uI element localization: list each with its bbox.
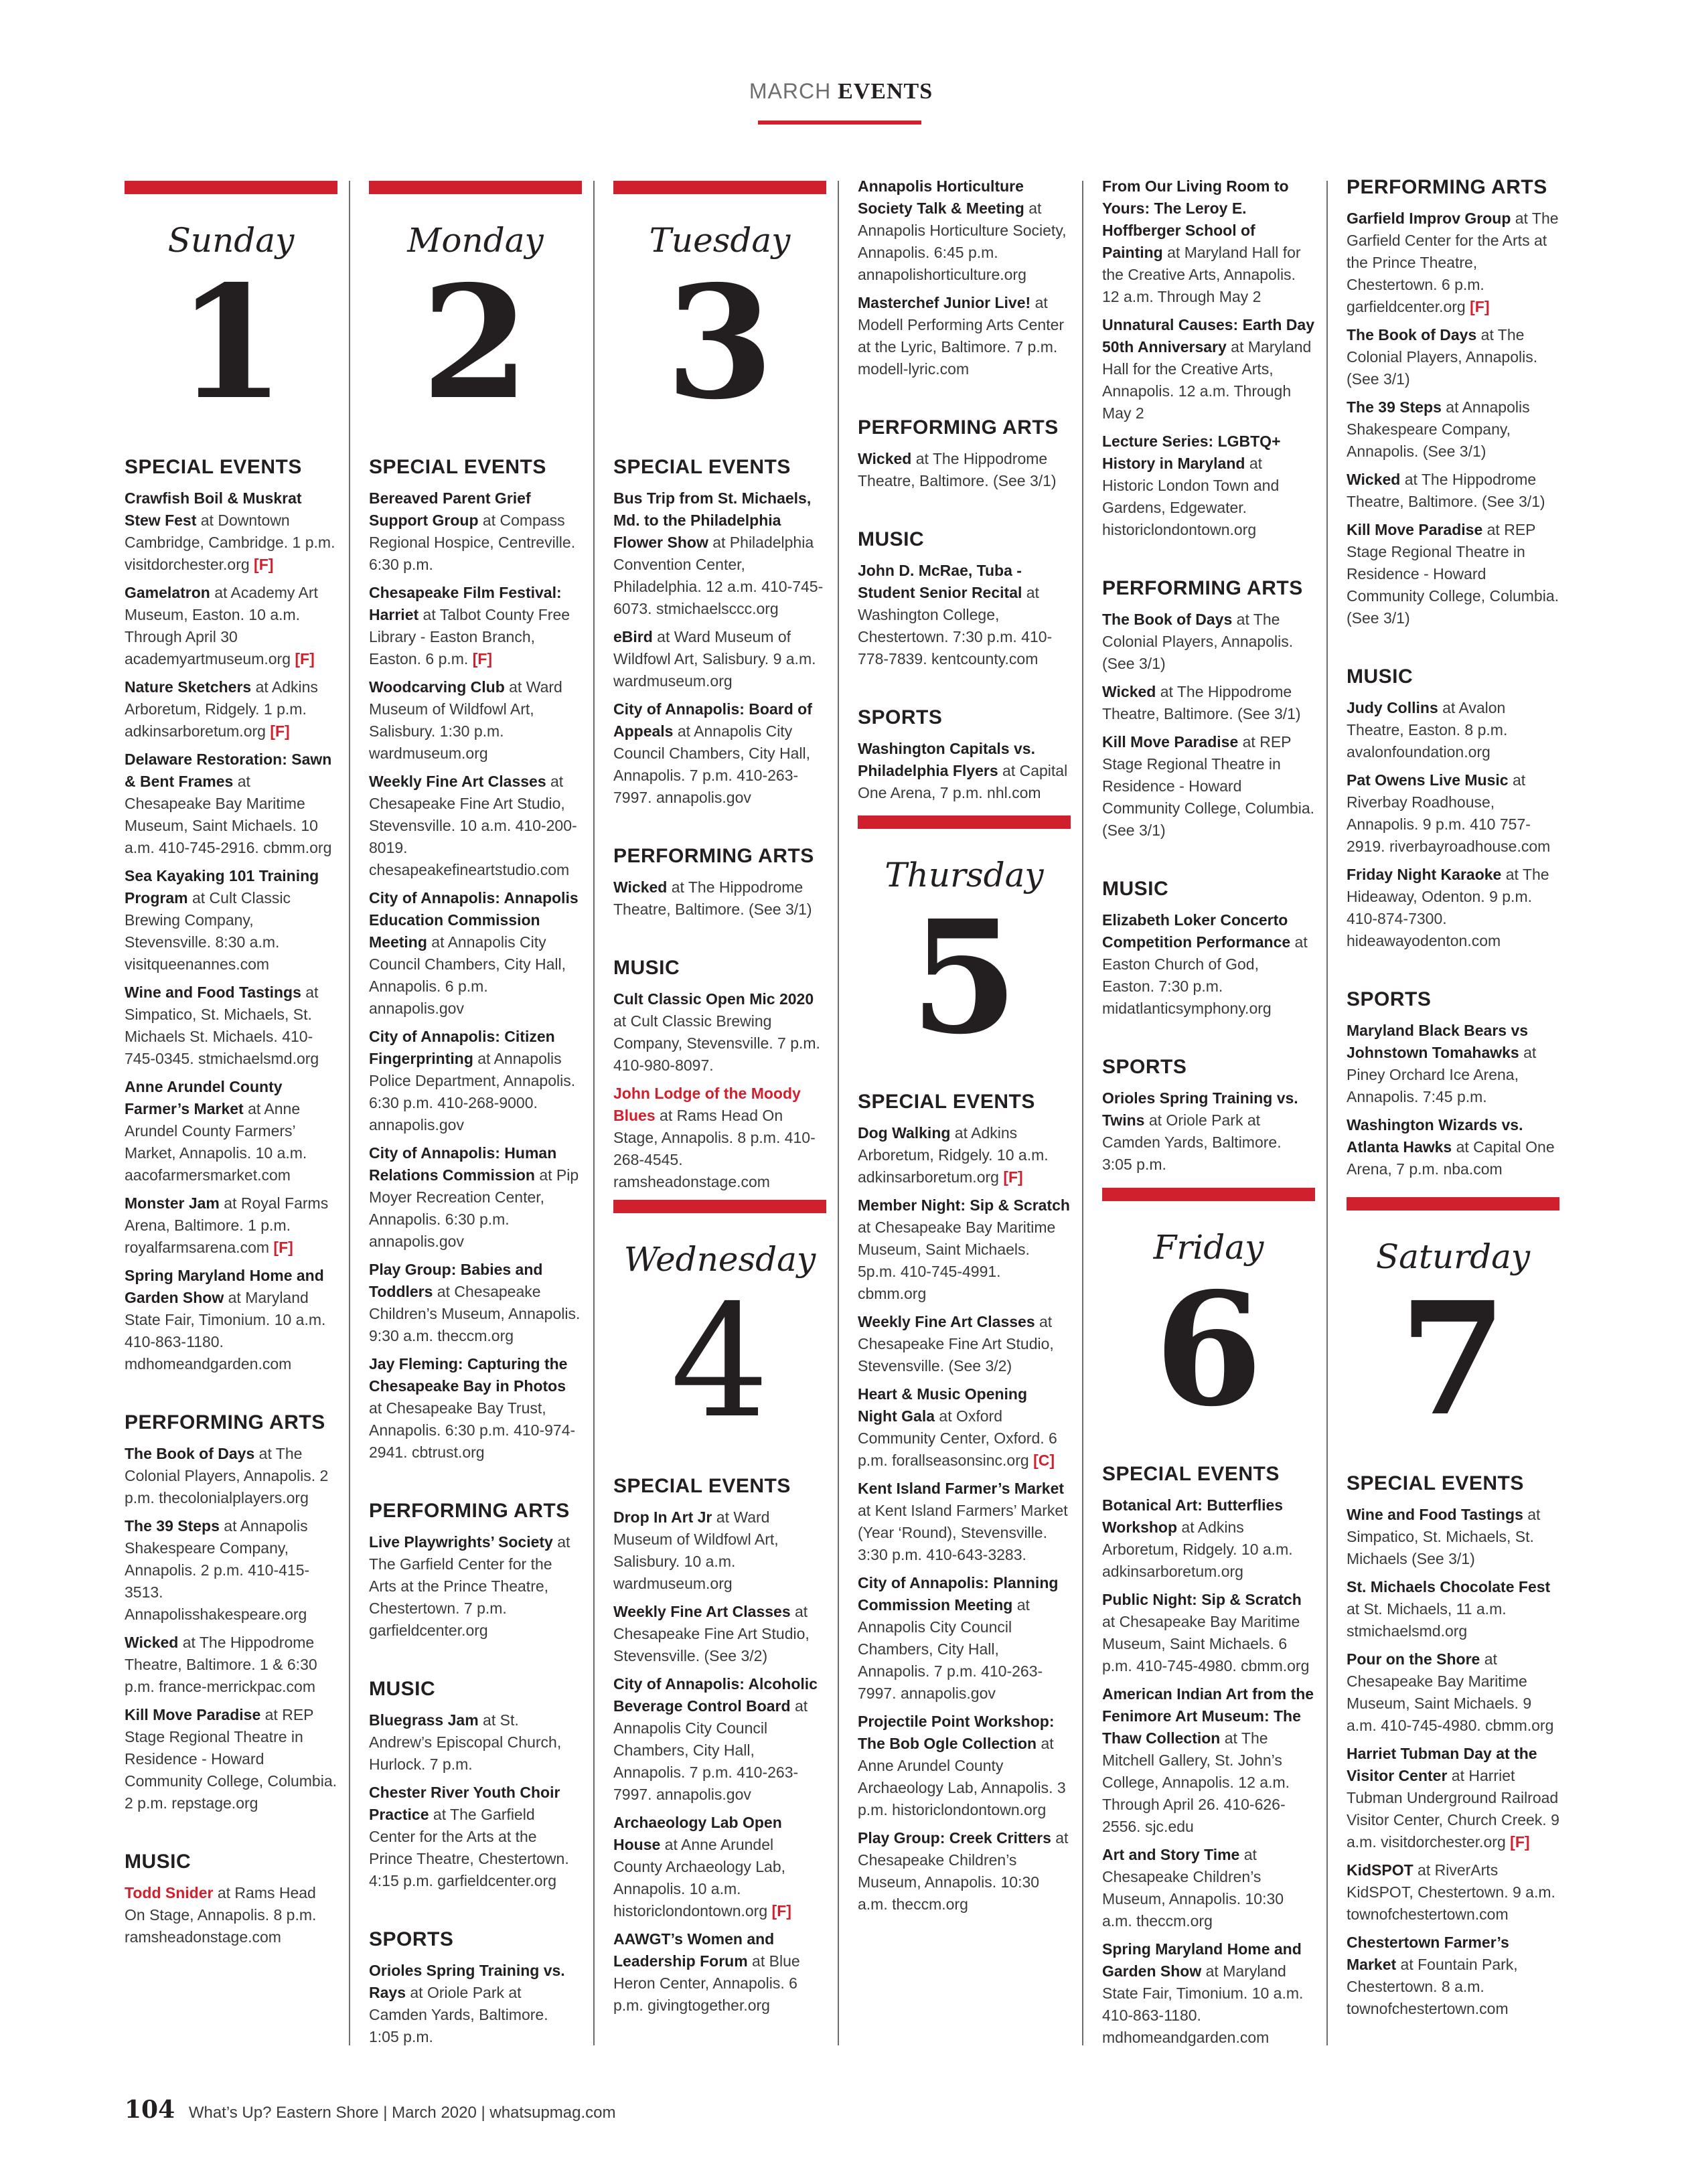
event-item: Elizabeth Loker Concerto Competition Performance at Easton Church of God, Easton. 7:30 p.m. midatlanticsymphony.org [1102, 911, 1308, 1017]
event-item: eBird at Ward Museum of Wildfowl Art, Salisbury. 9 a.m. wardmuseum.org [613, 628, 816, 690]
event-item: Play Group: Babies and Toddlers at Chesapeake Children’s Museum, Annapolis. 9:30 a.m. theccm.org [369, 1261, 581, 1344]
event-item: Kill Move Paradise at REP Stage Regional Theatre in Residence - Howard Community College, Columbia. (See 3/1) [1347, 521, 1559, 627]
section-heading: MUSIC [369, 1678, 436, 1700]
day-number: 4 [670, 1271, 769, 1452]
day-bar [1347, 1197, 1559, 1211]
day-name: Thursday [885, 856, 1044, 894]
event-item: The 39 Steps at Annapolis Shakespeare Company, Annapolis. (See 3/1) [1347, 398, 1530, 460]
day-column-tuesday [613, 181, 826, 1199]
event-item: Live Playwrights’ Society at The Garfield Center for the Arts at the Prince Theatre, Chestertown. 7 p.m. garfieldcenter.org [369, 1533, 570, 1639]
event-item: Annapolis Horticulture Society Talk & Meeting at Annapolis Horticulture Society, Annapolis. 6:45 p.m. annapolishorticulture.org [858, 177, 1067, 283]
day-number: 3 [666, 251, 774, 434]
event-item: City of Annapolis: Annapolis Education Commission Meeting at Annapolis City Council Chambers, City Hall, Annapolis. 6 p.m. annapolis.gov [369, 889, 579, 1017]
event-item: Heart & Music Opening Night Gala at Oxford Community Center, Oxford. 6 p.m. forallseasonsinc.org [C] [858, 1385, 1057, 1469]
event-item: Todd Snider at Rams Head On Stage, Annapolis. 8 p.m. ramsheadonstage.com [125, 1884, 317, 1946]
section-heading: SPECIAL EVENTS [613, 456, 791, 478]
event-item: Bluegrass Jam at St. Andrew’s Episcopal Church, Hurlock. 7 p.m. [369, 1711, 562, 1773]
section-heading: SPECIAL EVENTS [613, 1475, 791, 1497]
event-item: Chestertown Farmer’s Market at Fountain Park, Chestertown. 8 a.m. townofchestertown.com [1347, 1934, 1518, 2017]
section-heading: MUSIC [125, 1851, 192, 1873]
event-item: Botanical Art: Butterflies Workshop at Adkins Arboretum, Ridgely. 10 a.m. adkinsarboretum.org [1102, 1496, 1293, 1580]
day-bar [125, 181, 337, 194]
event-item: Wine and Food Tastings at Simpatico, St. Michaels, St. Michaels (See 3/1) [1347, 1506, 1541, 1567]
event-item: Pour on the Shore at Chesapeake Bay Maritime Museum, Saint Michaels. 9 a.m. 410-745-4980. cbmm.org [1347, 1650, 1554, 1734]
day-column-friday [1102, 1188, 1315, 2055]
day-name: Monday [407, 221, 544, 260]
event-item: From Our Living Room to Yours: The Leroy E. Hoffberger School of Painting at Maryland Hall for the Creative Arts, Annapolis. 12 a.m. Through May 2 [1102, 177, 1301, 305]
event-item: American Indian Art from the Fenimore Art Museum: The Thaw Collection at The Mitchell Gallery, St. John’s College, Annapolis. 12 a.m. Through April 26. 410-626-2556. sjc.edu [1102, 1685, 1314, 1835]
event-item: Pat Owens Live Music at Riverbay Roadhouse, Annapolis. 9 p.m. 410 757-2919. riverbayroadhouse.com [1347, 771, 1551, 855]
day-bar [369, 181, 582, 194]
day-column-saturday [1347, 1197, 1559, 2026]
day-column-wednesday [613, 1200, 826, 2023]
event-item: Washington Capitals vs. Philadelphia Flyers at Capital One Arena, 7 p.m. nhl.com [858, 740, 1068, 801]
event-item: St. Michaels Chocolate Fest at St. Michaels, 11 a.m. stmichaelsmd.org [1347, 1578, 1551, 1640]
page-header [0, 79, 1682, 104]
section-heading: PERFORMING ARTS [858, 416, 1059, 439]
event-item: Wine and Food Tastings at Simpatico, St. Michaels, St. Michaels St. Michaels. 410-745-0345. stmichaelsmd.org [125, 984, 319, 1067]
event-item: Cult Classic Open Mic 2020 at Cult Classic Brewing Company, Stevensville. 7 p.m. 410-980-8097. [613, 990, 820, 1074]
event-item: Art and Story Time at Chesapeake Children’s Museum, Annapolis. 10:30 a.m. theccm.org [1102, 1846, 1284, 1930]
day-name: Saturday [1375, 1237, 1531, 1276]
column-divider [1326, 181, 1328, 2045]
day-name: Sunday [167, 221, 295, 260]
day-number: 5 [910, 886, 1018, 1069]
day-number: 6 [1154, 1258, 1263, 1441]
page-number: 104 [125, 2096, 175, 2124]
day-bar [858, 815, 1071, 829]
day-name: Tuesday [649, 221, 791, 260]
event-item: Member Night: Sip & Scratch at Chesapeake Bay Maritime Museum, Saint Michaels. 5p.m. 410-745-4991. cbmm.org [858, 1196, 1070, 1302]
section-heading: MUSIC [858, 528, 925, 550]
header-rule [758, 121, 921, 125]
event-item: Masterchef Junior Live! at Modell Performing Arts Center at the Lyric, Baltimore. 7 p.m. modell-lyric.com [858, 294, 1065, 378]
event-item: Chester River Youth Choir Practice at The Garfield Center for the Arts at the Prince Theatre, Chestertown. 4:15 p.m. garfieldcenter.org [369, 1784, 569, 1889]
event-item: Projectile Point Workshop: The Bob Ogle Collection at Anne Arundel County Archaeology Lab, Annapolis. 3 p.m. historiclondontown.org [858, 1713, 1066, 1818]
event-item: Lecture Series: LGBTQ+ History in Maryland at Historic London Town and Gardens, Edgewater. historiclondontown.org [1102, 433, 1281, 538]
page-footer [125, 2096, 616, 2124]
day-number: 1 [177, 251, 285, 434]
event-item: Woodcarving Club at Ward Museum of Wildfowl Art, Salisbury. 1:30 p.m. wardmuseum.org [369, 678, 562, 762]
column-divider [838, 181, 839, 2045]
day-bar [613, 1200, 826, 1213]
section-heading: SPORTS [369, 1928, 454, 1950]
section-heading: PERFORMING ARTS [125, 1411, 325, 1433]
event-item: Garfield Improv Group at The Garfield Center for the Arts at the Prince Theatre, Chestertown. 6 p.m. garfieldcenter.org [F] [1347, 210, 1559, 315]
event-item: Archaeology Lab Open House at Anne Arundel County Archaeology Lab, Annapolis. 10 a.m. historiclondontown.org [F] [613, 1814, 791, 1920]
day-column-sunday [125, 181, 337, 1954]
column-divider [1082, 181, 1083, 2045]
event-item: Delaware Restoration: Sawn & Bent Frames at Chesapeake Bay Maritime Museum, Saint Michaels. 10 a.m. 410-745-2916. cbmm.org [125, 751, 332, 856]
event-item: John Lodge of the Moody Blues at Rams Head On Stage, Annapolis. 8 p.m. 410-268-4545. ramsheadonstage.com [613, 1085, 816, 1190]
event-item: Monster Jam at Royal Farms Arena, Baltimore. 1 p.m. royalfarmsarena.com [F] [125, 1194, 329, 1256]
header-events: EVENTS [838, 79, 933, 104]
event-item: City of Annapolis: Human Relations Commission at Pip Moyer Recreation Center, Annapolis. 6:30 p.m. annapolis.gov [369, 1144, 579, 1250]
section-heading: PERFORMING ARTS [1102, 577, 1303, 599]
event-item: Wicked at The Hippodrome Theatre, Baltimore. (See 3/1) [1102, 683, 1301, 722]
section-heading: PERFORMING ARTS [1347, 176, 1547, 198]
event-item: The Book of Days at The Colonial Players, Annapolis. (See 3/1) [1347, 326, 1538, 388]
section-heading: SPECIAL EVENTS [858, 1091, 1035, 1113]
section-heading: SPORTS [858, 706, 943, 728]
section-heading: SPECIAL EVENTS [1347, 1472, 1524, 1494]
event-item: Wicked at The Hippodrome Theatre, Baltimore. (See 3/1) [1347, 471, 1545, 510]
header-month: MARCH [749, 79, 832, 103]
event-item: Sea Kayaking 101 Training Program at Cult Classic Brewing Company, Stevensville. 8:30 a.m. visitqueenannes.com [125, 867, 319, 973]
section-heading: SPECIAL EVENTS [125, 456, 302, 478]
event-item: Chesapeake Film Festival: Harriet at Talbot County Free Library - Easton Branch, Easton. 6 p.m. [F] [369, 584, 570, 668]
event-item: Wicked at The Hippodrome Theatre, Baltimore. (See 3/1) [858, 450, 1057, 489]
event-item: Harriet Tubman Day at the Visitor Center at Harriet Tubman Underground Railroad Visitor Center, Church Creek. 9 a.m. visitdorchester.org [F] [1347, 1745, 1559, 1851]
section-heading: MUSIC [613, 957, 680, 979]
day-name: Friday [1153, 1228, 1264, 1267]
event-item: Kill Move Paradise at REP Stage Regional Theatre in Residence - Howard Community College, Columbia. 2 p.m. repstage.org [125, 1706, 337, 1812]
event-item: Gamelatron at Academy Art Museum, Easton. 10 a.m. Through April 30 academyartmuseum.org [F] [125, 584, 318, 668]
event-item: City of Annapolis: Planning Commission Meeting at Annapolis City Council Chambers, City Hall, Annapolis. 7 p.m. 410-263-7997. annapolis.gov [858, 1574, 1059, 1702]
section-heading: SPORTS [1347, 988, 1432, 1010]
event-item: Kent Island Farmer’s Market at Kent Island Farmers’ Market (Year ‘Round), Stevensville. 3:30 p.m. 410-643-3283. [858, 1480, 1068, 1563]
event-item: Maryland Black Bears vs Johnstown Tomahawks at Piney Orchard Ice Arena, Annapolis. 7:45 p.m. [1347, 1022, 1537, 1105]
event-item: Spring Maryland Home and Garden Show at Maryland State Fair, Timonium. 10 a.m. 410-863-1180. mdhomeandgarden.com [125, 1267, 326, 1373]
day-bar [1102, 1188, 1315, 1201]
column-divider [349, 181, 350, 2045]
event-item: City of Annapolis: Board of Appeals at Annapolis City Council Chambers, City Hall, Annapolis. 7 p.m. 410-263-7997. annapolis.gov [613, 700, 812, 806]
event-item: Wicked at The Hippodrome Theatre, Baltimore. 1 & 6:30 p.m. france-merrickpac.com [125, 1634, 317, 1695]
day-number: 7 [1399, 1267, 1507, 1450]
section-heading: MUSIC [1102, 878, 1169, 900]
event-item: Jay Fleming: Capturing the Chesapeake Bay in Photos at Chesapeake Bay Trust, Annapolis. 6:30 p.m. 410-974-2941. cbtrust.org [369, 1355, 576, 1461]
event-item: Wicked at The Hippodrome Theatre, Baltimore. (See 3/1) [613, 878, 812, 918]
event-item: Bereaved Parent Grief Support Group at Compass Regional Hospice, Centreville. 6:30 p.m. [369, 489, 576, 573]
event-item: Kill Move Paradise at REP Stage Regional Theatre in Residence - Howard Community College, Columbia. (See 3/1) [1102, 733, 1315, 839]
event-item: KidSPOT at RiverArts KidSPOT, Chestertown. 9 a.m. townofchestertown.com [1347, 1861, 1555, 1923]
event-item: Weekly Fine Art Classes at Chesapeake Fine Art Studio, Stevensville. 10 a.m. 410-200-8019. chesapeakefineartstudio.com [369, 773, 577, 878]
event-item: Public Night: Sip & Scratch at Chesapeake Bay Maritime Museum, Saint Michaels. 6 p.m. 410-745-4980. cbmm.org [1102, 1591, 1310, 1674]
event-item: Nature Sketchers at Adkins Arboretum, Ridgely. 1 p.m. adkinsarboretum.org [F] [125, 678, 318, 740]
event-item: Drop In Art Jr at Ward Museum of Wildfowl Art, Salisbury. 10 a.m. wardmuseum.org [613, 1508, 779, 1592]
event-item: The Book of Days at The Colonial Players, Annapolis. (See 3/1) [1102, 611, 1294, 672]
event-item: The 39 Steps at Annapolis Shakespeare Company, Annapolis. 2 p.m. 410-415-3513. Annapolisshakespeare.org [125, 1517, 310, 1623]
event-item: The Book of Days at The Colonial Players, Annapolis. 2 p.m. thecolonialplayers.org [125, 1445, 329, 1506]
event-item: Judy Collins at Avalon Theatre, Easton. 8 p.m. avalonfoundation.org [1347, 699, 1508, 761]
event-item: Washington Wizards vs. Atlanta Hawks at Capital One Arena, 7 p.m. nba.com [1347, 1116, 1555, 1178]
section-heading: SPORTS [1102, 1056, 1187, 1078]
event-item: Spring Maryland Home and Garden Show at Maryland State Fair, Timonium. 10 a.m. 410-863-1180. mdhomeandgarden.com [1102, 1940, 1304, 2046]
section-heading: PERFORMING ARTS [369, 1500, 570, 1522]
event-item: Crawfish Boil & Muskrat Stew Fest at Downtown Cambridge, Cambridge. 1 p.m. visitdorchester.org [F] [125, 489, 335, 573]
event-item: Orioles Spring Training vs. Rays at Oriole Park at Camden Yards, Baltimore. 1:05 p.m. [369, 1962, 565, 2045]
day-name: Wednesday [623, 1240, 816, 1279]
section-heading: SPECIAL EVENTS [1102, 1463, 1280, 1485]
event-item: Orioles Spring Training vs. Twins at Oriole Park at Camden Yards, Baltimore. 3:05 p.m. [1102, 1089, 1298, 1173]
event-item: Unnatural Causes: Earth Day 50th Anniversary at Maryland Hall for the Creative Arts, Annapolis. 12 a.m. Through May 2 [1102, 316, 1314, 422]
wednesday-continued [858, 175, 1071, 810]
event-item: City of Annapolis: Citizen Fingerprinting at Annapolis Police Department, Annapolis. 6:30 p.m. 410-268-9000. annapolis.gov [369, 1028, 576, 1134]
day-column-thursday [858, 815, 1071, 1922]
event-item: City of Annapolis: Alcoholic Beverage Control Board at Annapolis City Council Chambers, City Hall, Annapolis. 7 p.m. 410-263-7997. annapolis.gov [613, 1675, 818, 1803]
footer-text: What’s Up? Eastern Shore | March 2020 | whatsupmag.com [188, 2104, 616, 2122]
section-heading: MUSIC [1347, 666, 1413, 688]
event-item: Weekly Fine Art Classes at Chesapeake Fine Art Studio, Stevensville. (See 3/2) [613, 1603, 810, 1664]
section-heading: PERFORMING ARTS [613, 845, 814, 867]
friday-continued [1347, 175, 1559, 1186]
column-divider [593, 181, 595, 2045]
event-item: Weekly Fine Art Classes at Chesapeake Fine Art Studio, Stevensville. (See 3/2) [858, 1313, 1054, 1375]
event-item: Play Group: Creek Critters at Chesapeake Children’s Museum, Annapolis. 10:30 a.m. theccm.org [858, 1829, 1069, 1913]
day-bar [613, 181, 826, 194]
event-item: Anne Arundel County Farmer’s Market at Anne Arundel County Farmers’ Market, Annapolis. 10 a.m. aacofarmersmarket.com [125, 1078, 307, 1184]
event-item: Bus Trip from St. Michaels, Md. to the Philadelphia Flower Show at Philadelphia Convention Center, Philadelphia. 12 a.m. 410-745-6073. stmichaelsccc.org [613, 489, 824, 617]
section-heading: SPECIAL EVENTS [369, 456, 546, 478]
event-item: Dog Walking at Adkins Arboretum, Ridgely. 10 a.m. adkinsarboretum.org [F] [858, 1124, 1049, 1186]
day-column-monday [369, 181, 582, 2054]
thursday-continued [1102, 175, 1315, 1182]
event-item: Friday Night Karaoke at The Hideaway, Odenton. 9 p.m. 410-874-7300. hideawayodenton.com [1347, 866, 1549, 949]
day-number: 2 [421, 251, 530, 434]
event-item: John D. McRae, Tuba - Student Senior Recital at Washington College, Chestertown. 7:30 p.m. 410-778-7839. kentcounty.com [858, 562, 1053, 668]
event-item: AAWGT’s Women and Leadership Forum at Blue Heron Center, Annapolis. 6 p.m. givingtogether.org [613, 1930, 800, 2014]
